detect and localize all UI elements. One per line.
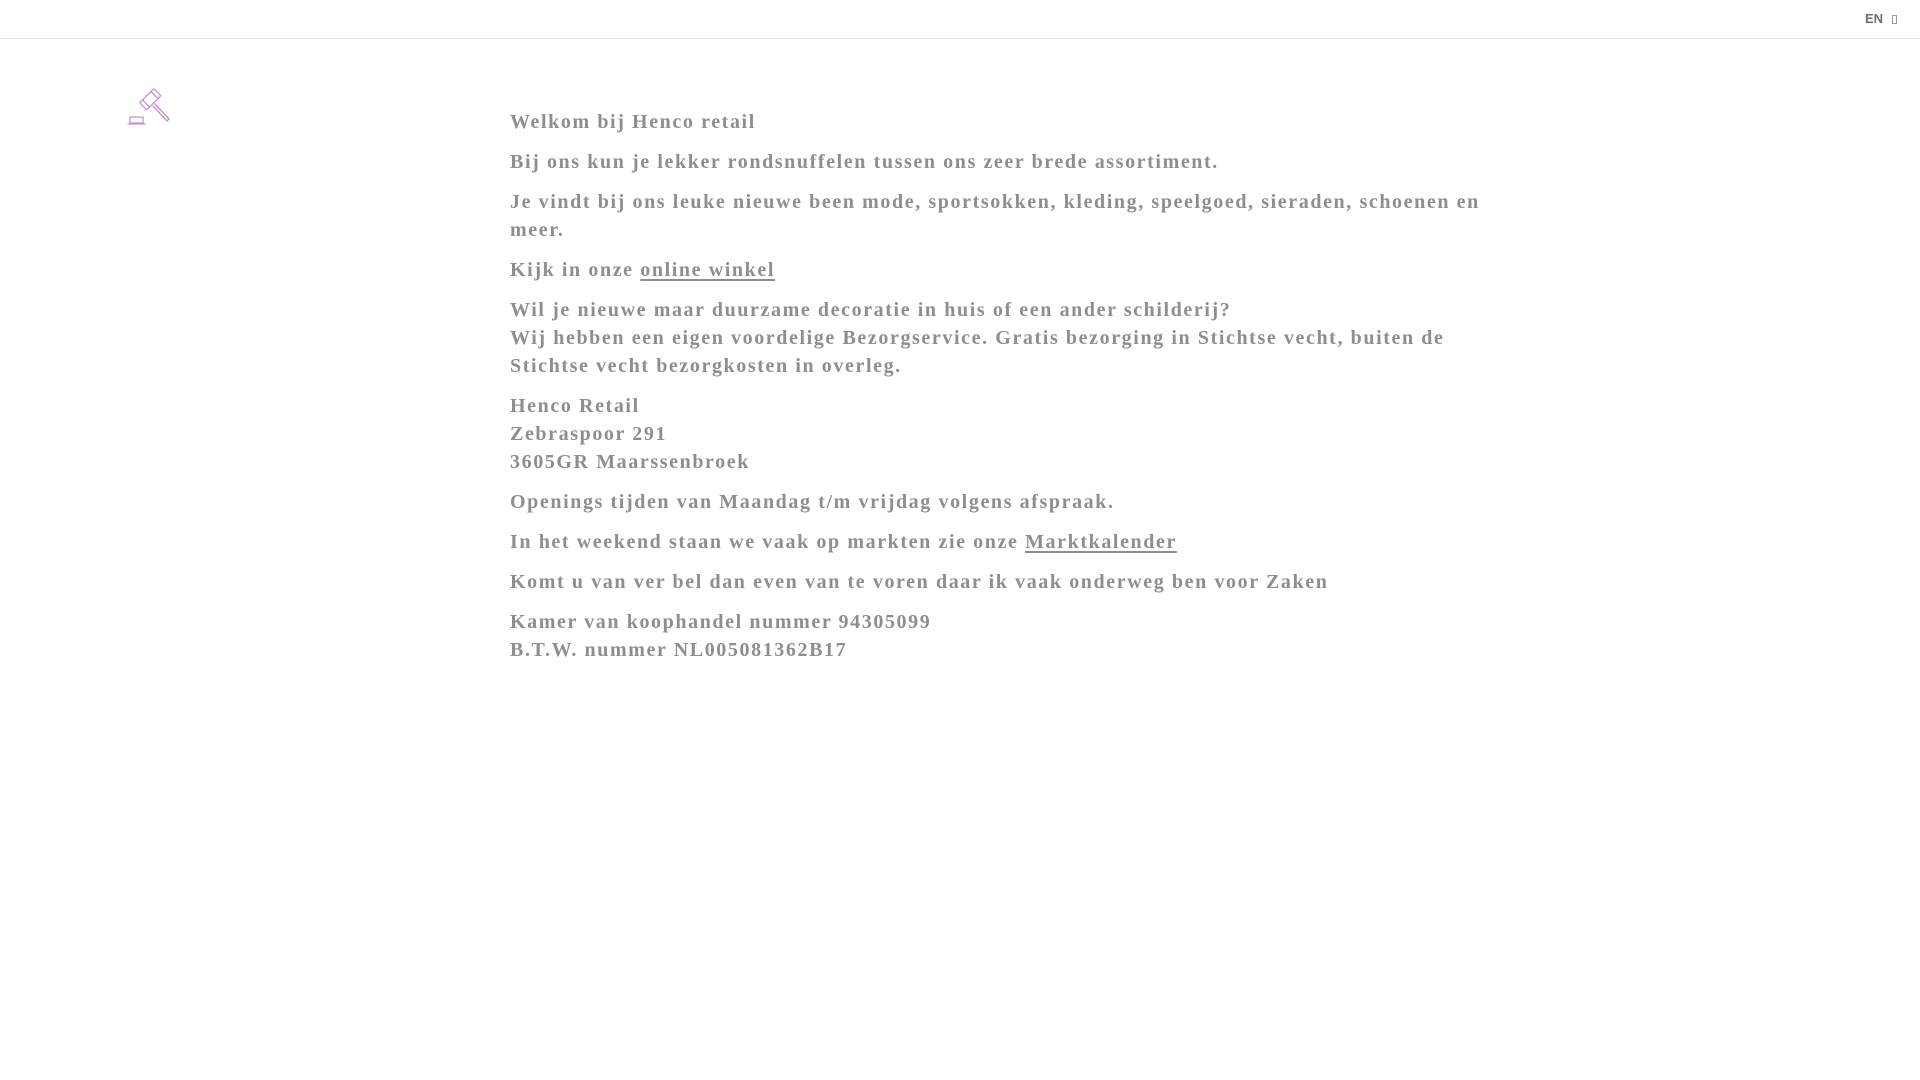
shop-paragraph bbox=[510, 256, 1500, 284]
address-block bbox=[510, 392, 1500, 476]
main-content bbox=[510, 108, 1500, 676]
dropdown-caret-icon bbox=[1892, 15, 1897, 24]
shop-prefix: Kijk in onze bbox=[510, 259, 641, 281]
online-shop-link[interactable]: online winkel bbox=[640, 259, 775, 281]
address-name: Henco Retail bbox=[510, 395, 640, 417]
company-info bbox=[510, 608, 1500, 664]
delivery-text: Wij hebben een eigen voordelige Bezorgservice. Gratis bezorging in Stichtse vecht, buiten de Stichtse vecht bezorgkosten in overleg. bbox=[510, 327, 1445, 377]
weekend-paragraph bbox=[510, 528, 1500, 556]
call-ahead-text: Komt u van ver bel dan even van te voren daar ik vaak onderweg ben voor Zaken bbox=[510, 571, 1329, 593]
market-calendar-link[interactable]: Marktkalender bbox=[1025, 531, 1177, 553]
intro-text: Bij ons kun je lekker rondsnuffelen tussen ons zeer brede assortiment. bbox=[510, 151, 1219, 173]
decor-question: Wil je nieuwe maar duurzame decoratie in huis of een ander schilderij? bbox=[510, 299, 1232, 321]
gavel-icon[interactable] bbox=[127, 86, 173, 126]
address-city: 3605GR Maarssenbroek bbox=[510, 451, 750, 473]
kvk-number: Kamer van koophandel nummer 94305099 bbox=[510, 611, 932, 633]
top-bar bbox=[0, 0, 1920, 39]
weekend-prefix: In het weekend staan we vaak op markten zie onze bbox=[510, 531, 1026, 553]
language-label: EN bbox=[1864, 11, 1883, 26]
products-text: Je vindt bij ons leuke nieuwe been mode, sportsokken, kleding, speelgoed, sieraden, schoenen en meer. bbox=[510, 191, 1480, 241]
btw-number: B.T.W. nummer NL005081362B17 bbox=[510, 639, 848, 661]
opening-hours: Openings tijden van Maandag t/m vrijdag volgens afspraak. bbox=[510, 491, 1115, 513]
delivery-paragraph bbox=[510, 296, 1500, 380]
language-selector[interactable] bbox=[1865, 11, 1897, 26]
address-street: Zebraspoor 291 bbox=[510, 423, 668, 445]
welcome-heading: Welkom bij Henco retail bbox=[510, 111, 756, 133]
